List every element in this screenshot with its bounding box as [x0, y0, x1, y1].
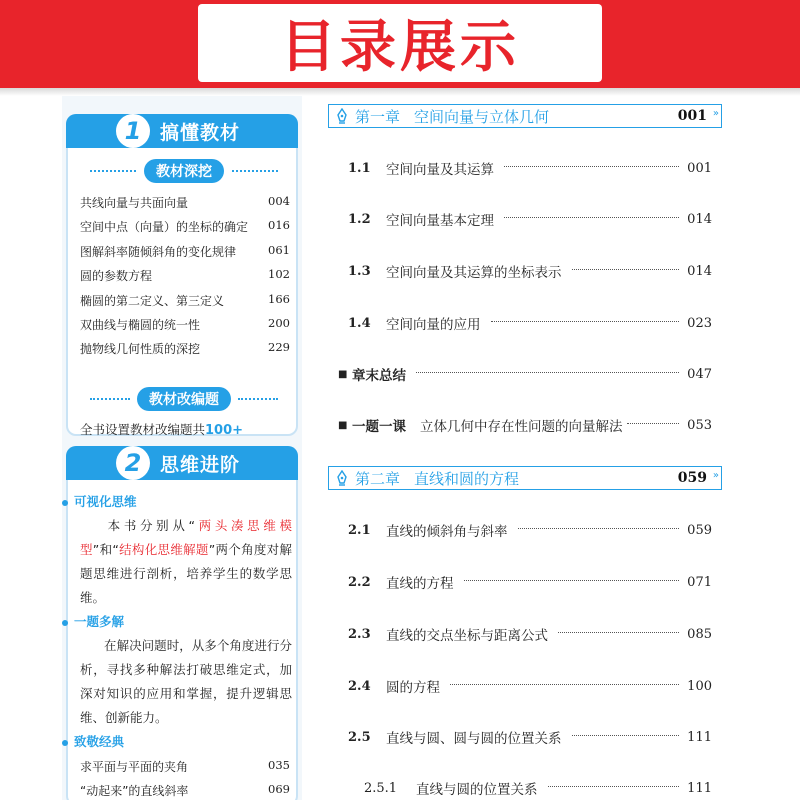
toc-entry[interactable] [348, 624, 712, 644]
section-header [66, 446, 298, 480]
entry-page: 111 [687, 729, 712, 745]
entry-title: 空间向量基本定理 [386, 213, 494, 229]
entry-title: 直线与圆的位置关系 [416, 782, 538, 798]
square-bullet-icon: ■ [338, 368, 348, 380]
list-item[interactable] [80, 267, 290, 284]
entry-number: 1.2 [348, 211, 371, 227]
list-item-title: 图解斜率随倾斜角的变化规律 [80, 245, 237, 259]
list-item-page: 061 [268, 243, 290, 257]
leader-dots [504, 166, 679, 167]
toc-entry[interactable] [348, 158, 712, 178]
list-item[interactable] [80, 758, 290, 775]
top-banner [0, 0, 800, 88]
banner-title: 目录展示 [280, 15, 520, 80]
entry-title: 空间向量及其运算的坐标表示 [386, 265, 562, 281]
entry-title: 空间向量及其运算 [386, 162, 494, 178]
para-text: ”两个角度对解题思维进行剖析，培养学生的数学思维。 [80, 542, 292, 605]
list-item-title: 圆的参数方程 [80, 269, 153, 283]
summary-text: 全书设置教材改编题共 [80, 422, 206, 437]
section-header [66, 114, 298, 148]
leader-dots [558, 632, 679, 633]
highlight-text: 两头凑思维模型 [80, 518, 292, 557]
leader-dots [450, 684, 679, 685]
pen-nib-icon [329, 467, 355, 489]
toc-entry[interactable] [348, 676, 712, 696]
list-item-page: 069 [268, 782, 290, 796]
entry-number: 2.2 [348, 574, 371, 590]
list-item-title: 求平面与平面的夹角 [80, 760, 189, 774]
entry-title: 直线的倾斜角与斜率 [386, 524, 508, 540]
list-item[interactable] [80, 243, 290, 260]
summary-line [80, 420, 243, 438]
list-item-title: 抛物线几何性质的深挖 [80, 342, 201, 356]
leader-dots [518, 528, 680, 529]
entry-page: 047 [687, 366, 712, 382]
list-item[interactable] [80, 218, 290, 235]
entry-page: 001 [687, 160, 712, 176]
entry-page: 085 [687, 626, 712, 642]
entry-title: 空间向量的应用 [386, 317, 481, 333]
chapter-page: 001 [677, 108, 707, 124]
entry-title: 直线的交点坐标与距离公式 [386, 628, 548, 644]
list-item-title: “动起来”的直线斜率 [80, 784, 189, 798]
entry-number: 2.5.1 [364, 780, 398, 796]
leader-dots [572, 269, 680, 270]
toc-entry-sub[interactable] [364, 778, 712, 798]
chapter-header[interactable] [328, 104, 722, 128]
feature-card-thinking [66, 446, 298, 800]
pill-dots-right [238, 398, 278, 400]
banner-shadow [0, 88, 800, 96]
list-item-page: 200 [268, 316, 290, 330]
entry-title: 直线与圆、圆与圆的位置关系 [386, 731, 562, 747]
leader-dots [416, 372, 679, 373]
toc-entry[interactable] [348, 520, 712, 540]
entry-page: 053 [687, 417, 712, 433]
list-item-page: 229 [268, 340, 290, 354]
leader-dots [627, 423, 680, 424]
pill-dots-left [90, 170, 136, 172]
entry-title: 直线的方程 [386, 576, 454, 592]
pill-dots-right [232, 170, 278, 172]
list-item-page: 166 [268, 292, 290, 306]
entry-page: 014 [687, 211, 712, 227]
entry-number: 1.3 [348, 263, 371, 279]
subheading: 致敬经典 [62, 732, 124, 750]
list-item-title: 共线向量与共面向量 [80, 196, 189, 210]
list-item[interactable] [80, 292, 290, 309]
entry-page: 111 [687, 780, 712, 796]
subheading: 一题多解 [62, 612, 124, 630]
banner-title-box [198, 4, 602, 82]
section-title: 思维进阶 [160, 454, 241, 476]
chevron-right-icon: » [712, 470, 719, 481]
toc-entry[interactable] [348, 209, 712, 229]
toc-entry[interactable] [348, 572, 712, 592]
chapter-header[interactable] [328, 466, 722, 490]
toc-entry[interactable] [348, 313, 712, 333]
entry-page: 100 [687, 678, 712, 694]
list-item-page: 004 [268, 194, 290, 208]
toc-entry[interactable] [348, 727, 712, 747]
chapter-title: 第二章 直线和圆的方程 [355, 469, 520, 488]
entry-page: 023 [687, 315, 712, 331]
chapter-title: 第一章 空间向量与立体几何 [355, 107, 550, 126]
list-item-title: 双曲线与椭圆的统一性 [80, 318, 201, 332]
highlight-text: 结构化思维解题 [118, 542, 209, 557]
entry-title: 一题一课 [352, 419, 406, 435]
subheading: 可视化思维 [62, 492, 137, 510]
entry-number: 1.4 [348, 315, 371, 331]
entry-number: 2.5 [348, 729, 371, 745]
subsection-pill-wrap [68, 388, 300, 410]
chapter-page: 059 [677, 470, 707, 486]
para-text: 本书分别从“ [104, 518, 195, 533]
section-title: 搞懂教材 [160, 122, 241, 144]
list-item-title: 空间中点（向量）的坐标的确定 [80, 220, 249, 234]
pen-nib-icon [329, 105, 355, 127]
subsection-pill: 教材改编题 [137, 387, 231, 411]
summary-number: 100+ [205, 423, 244, 438]
paragraph [80, 634, 292, 730]
entry-number: 2.1 [348, 522, 371, 538]
para-text: ”和“ [92, 542, 119, 557]
subsection-pill-wrap [68, 160, 300, 182]
toc-entry-lesson[interactable] [338, 415, 712, 435]
entry-subtitle: 立体几何中存在性问题的向量解法 [420, 419, 623, 435]
entry-number: 1.1 [348, 160, 371, 176]
subsection-pill: 教材深挖 [144, 159, 224, 183]
para-text: 在解决问题时，从多个角度进行分析，寻找多种解法打破思维定式，加深对知识的应用和掌握，提升逻辑思维、创新能力。 [80, 638, 292, 725]
section-number: 1 [116, 114, 150, 148]
entry-title: 章末总结 [352, 368, 406, 384]
leader-dots [464, 580, 680, 581]
toc-entry[interactable] [348, 261, 712, 281]
list-item[interactable] [80, 316, 290, 333]
pill-dots-left [90, 398, 130, 400]
list-item-title: 椭圆的第二定义、第三定义 [80, 294, 225, 308]
leader-dots [548, 786, 680, 787]
chevron-right-icon: » [712, 108, 719, 119]
toc-entry-summary[interactable] [338, 364, 712, 384]
entry-number: 2.4 [348, 678, 371, 694]
list-item-page: 035 [268, 758, 290, 772]
entry-page: 059 [687, 522, 712, 538]
entry-page: 071 [687, 574, 712, 590]
section-number: 2 [116, 446, 150, 480]
leader-dots [491, 321, 680, 322]
leader-dots [504, 217, 679, 218]
left-feature-panel [62, 96, 302, 800]
list-item[interactable] [80, 340, 290, 357]
paragraph [80, 514, 292, 610]
feature-card-understand [66, 114, 298, 436]
entry-title: 圆的方程 [386, 680, 440, 696]
leader-dots [572, 735, 680, 736]
entry-number: 2.3 [348, 626, 371, 642]
list-item[interactable] [80, 782, 290, 799]
entry-page: 014 [687, 263, 712, 279]
list-item[interactable] [80, 194, 290, 211]
square-bullet-icon: ■ [338, 419, 348, 431]
list-item-page: 016 [268, 218, 290, 232]
list-item-page: 102 [268, 267, 290, 281]
